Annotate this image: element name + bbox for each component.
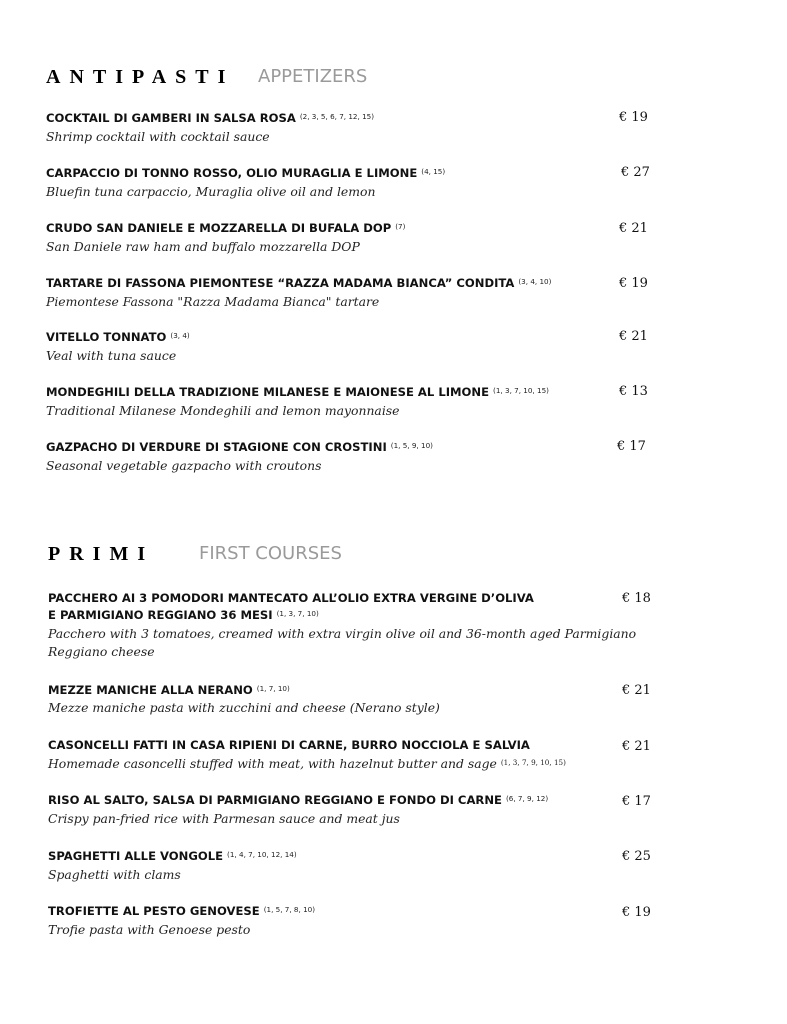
item-description: Shrimp cocktail with cocktail sauce (46, 129, 270, 144)
item-description: Seasonal vegetable gazpacho with croutons (46, 458, 322, 473)
item-price: € 19 (622, 905, 651, 920)
item-description: Piemontese Fassona "Razza Madama Bianca" tartare (46, 294, 380, 309)
allergens: (3, 4, 10) (518, 277, 552, 286)
item-name: SPAGHETTI ALLE VONGOLE $^{(1, 4, 7, 10, 12, 14)}$ (48, 849, 297, 863)
allergens: (1, 4, 7, 10, 12, 14) (227, 850, 297, 859)
allergens: (3, 4) (170, 331, 190, 340)
item-description: Crispy pan-fried rice with Parmesan sauce and meat jus (48, 811, 400, 826)
item-description-line2: Reggiano cheese (48, 644, 155, 659)
allergens: (1, 5, 7, 8, 10) (263, 905, 316, 914)
allergens: (4, 15) (421, 167, 446, 176)
item-price: € 17 (622, 794, 651, 809)
appetizers-title: APPETIZERS (258, 66, 368, 87)
item-name: COCKTAIL DI GAMBERI IN SALSA ROSA $^{(2, 3, 5, 6, 7, 12, 15)}$ (46, 111, 375, 125)
item-price: € 18 (622, 591, 651, 606)
item-name-line2: E PARMIGIANO REGGIANO 36 MESI $^{(1, 3, 7, 10)}$ (48, 608, 319, 622)
allergens: (1, 7, 10) (256, 684, 290, 693)
item-description-line1: Pacchero with 3 tomatoes, creamed with extra virgin olive oil and 36-month aged Parmigiano (48, 626, 637, 641)
item-price: € 25 (622, 849, 651, 864)
allergens: (7) (395, 222, 406, 231)
item-name: TROFIETTE AL PESTO GENOVESE $^{(1, 5, 7, 8, 10)}$ (48, 904, 316, 918)
item-name: CRUDO SAN DANIELE E MOZZARELLA DI BUFALA DOP $^{(7)}$ (46, 221, 406, 235)
item-description: Spaghetti with clams (48, 867, 181, 882)
item-name: GAZPACHO DI VERDURE DI STAGIONE CON CROSTINI $^{(1, 5, 9, 10)}$ (46, 440, 433, 454)
item-price: € 17 (617, 439, 646, 454)
allergens: (6, 7, 9, 12) (505, 794, 549, 803)
item-price: € 21 (622, 683, 651, 698)
item-name: RISO AL SALTO, SALSA DI PARMIGIANO REGGIANO E FONDO DI CARNE $^{(6, 7, 9, 12)}$ (48, 793, 549, 807)
item-description: Bluefin tuna carpaccio, Muraglia olive oil and lemon (46, 184, 376, 199)
item-price: € 19 (619, 276, 648, 291)
antipasti-section (0, 0, 787, 500)
item-price: € 13 (619, 384, 648, 399)
item-price: € 21 (622, 739, 651, 754)
antipasti-title: ANTIPASTI (46, 66, 235, 88)
primi-title: PRIMI (48, 543, 155, 565)
allergens: (1, 3, 7, 9, 10, 15) (500, 758, 566, 767)
item-name-line1: PACCHERO AI 3 POMODORI MANTECATO ALL’OLIO EXTRA VERGINE D’OLIVA (48, 591, 534, 605)
first-courses-title: FIRST COURSES (199, 543, 342, 564)
allergens: (2, 3, 5, 6, 7, 12, 15) (299, 112, 375, 121)
item-name: MEZZE MANICHE ALLA NERANO $^{(1, 7, 10)}$ (48, 683, 290, 697)
item-name: MONDEGHILI DELLA TRADIZIONE MILANESE E MAIONESE AL LIMONE $^{(1, 3, 7, 10, 15)}$ (46, 385, 549, 399)
item-name: VITELLO TONNATO $^{(3, 4)}$ (46, 330, 190, 344)
allergens: (1, 3, 7, 10) (276, 609, 319, 618)
item-name: TARTARE DI FASSONA PIEMONTESE “RAZZA MADAMA BIANCA” CONDITA $^{(3, 4, 10)}$ (46, 276, 552, 290)
allergens: (1, 5, 9, 10) (390, 441, 433, 450)
item-price: € 19 (619, 110, 648, 125)
item-price: € 21 (619, 221, 648, 236)
item-description: San Daniele raw ham and buffalo mozzarella DOP (46, 239, 360, 254)
item-name: CASONCELLI FATTI IN CASA RIPIENI DI CARNE, BURRO NOCCIOLA E SALVIA (48, 738, 530, 752)
item-description: Veal with tuna sauce (46, 348, 177, 363)
item-price: € 27 (621, 165, 650, 180)
item-description: Mezze maniche pasta with zucchini and cheese (Nerano style) (48, 700, 440, 715)
item-description: Homemade casoncelli stuffed with meat, with hazelnut butter and sage $^{(1, 3, 7, 9, 10, 15)}$ (48, 756, 566, 771)
item-price: € 21 (619, 329, 648, 344)
item-name: CARPACCIO DI TONNO ROSSO, OLIO MURAGLIA E LIMONE $^{(4, 15)}$ (46, 166, 446, 180)
item-description: Traditional Milanese Mondeghili and lemon mayonnaise (46, 403, 400, 418)
item-description: Trofie pasta with Genoese pesto (48, 922, 251, 937)
allergens: (1, 3, 7, 10, 15) (493, 386, 549, 395)
